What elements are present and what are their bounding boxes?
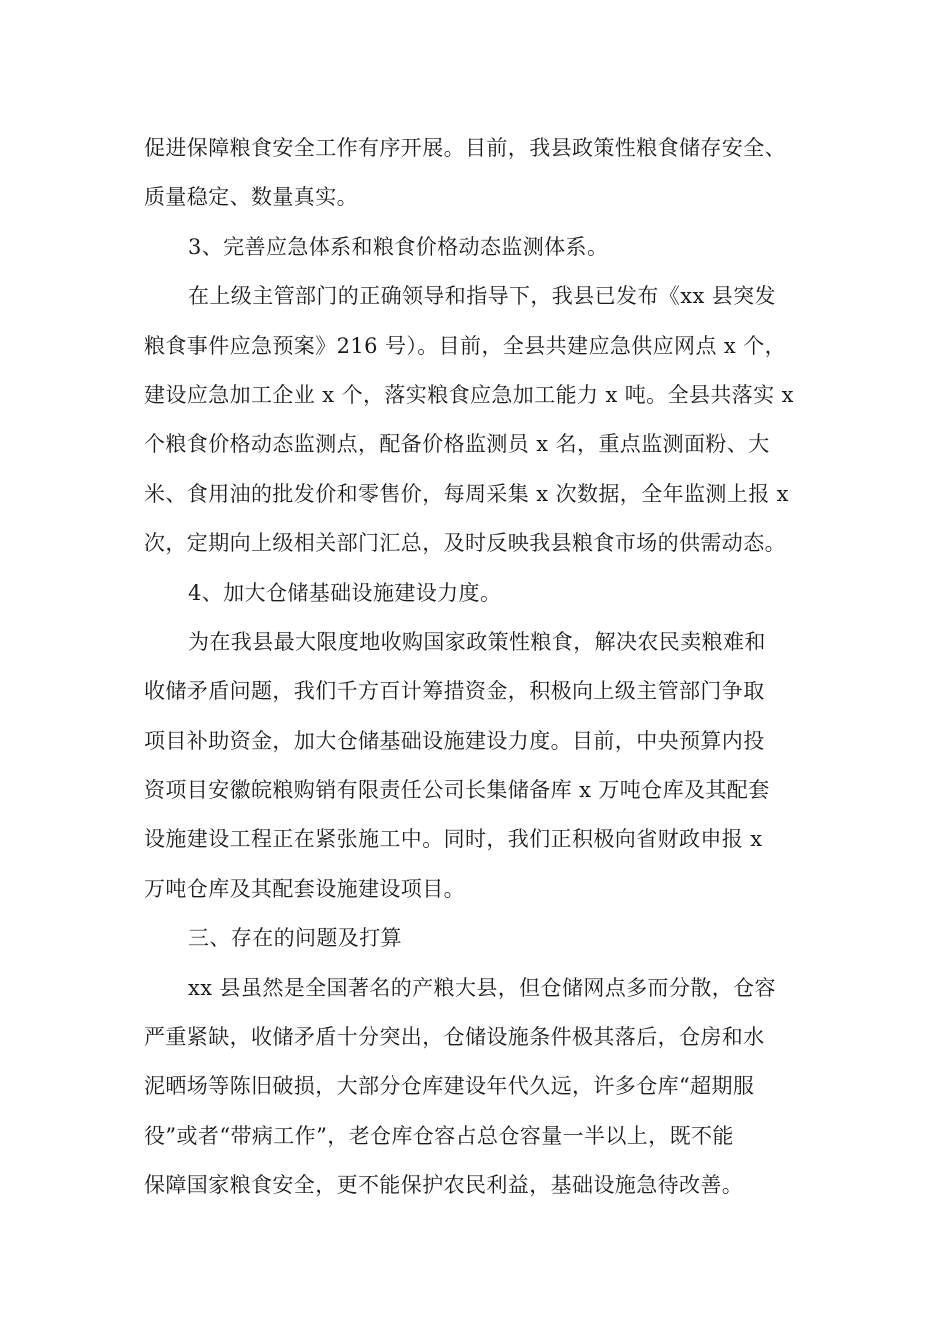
text-line: 项目补助资金，加大仓储基础设施建设力度。目前，中央预算内投 (144, 728, 765, 753)
text-line: 质量稳定、数量真实。 (144, 185, 358, 210)
text-line: 次，定期向上级相关部门汇总，及时反映我县粮食市场的供需动态。 (144, 531, 786, 556)
text-line: 米、食用油的批发价和零售价，每周采集 x 次数据，全年监测上报 x (144, 481, 789, 506)
text-line: 4、加大仓储基础设施建设力度。 (188, 580, 502, 605)
text-line: 3、完善应急体系和粮食价格动态监测体系。 (188, 234, 609, 259)
document-body (144, 124, 814, 1211)
text-line: 役”或者“带病工作”，老仓库仓容占总仓容量一半以上，既不能 (144, 1123, 734, 1148)
text-line: xx 县虽然是全国著名的产粮大县，但仓储网点多而分散，仓容 (188, 975, 776, 1000)
text-line: 泥晒场等陈旧破损，大部分仓库建设年代久远，许多仓库“超期服 (144, 1074, 755, 1099)
text-line: 保障国家粮食安全，更不能保护农民利益，基础设施急待改善。 (144, 1173, 744, 1198)
text-line: 个粮食价格动态监测点，配备价格监测员 x 名，重点监测面粉、大 (144, 432, 770, 457)
text-line: 促进保障粮食安全工作有序开展。目前，我县政策性粮食储存安全、 (144, 136, 786, 160)
text-line: 在上级主管部门的正确领导和指导下，我县已发布《xx 县突发 (188, 284, 776, 309)
text-line: 收储矛盾问题，我们千方百计筹措资金，积极向上级主管部门争取 (144, 679, 765, 704)
text-line: 三、存在的问题及打算 (188, 926, 402, 951)
text-line: 粮食事件应急预案》216 号）。目前，全县共建应急供应网点 x 个， (144, 333, 787, 358)
text-line: 严重紧缺，收储矛盾十分突出，仓储设施条件极其落后，仓房和水 (144, 1025, 765, 1050)
text-line: 为在我县最大限度地收购国家政策性粮食，解决农民卖粮难和 (188, 629, 766, 654)
text-line: 资项目安徽皖粮购销有限责任公司长集储备库 x 万吨仓库及其配套 (144, 778, 770, 803)
text-line: 建设应急加工企业 x 个，落实粮食应急加工能力 x 吨。全县共落实 x (144, 382, 794, 407)
text-line: 万吨仓库及其配套设施建设项目。 (144, 876, 465, 901)
text-line: 设施建设工程正在紧张施工中。同时，我们正积极向省财政申报 x (144, 827, 763, 852)
